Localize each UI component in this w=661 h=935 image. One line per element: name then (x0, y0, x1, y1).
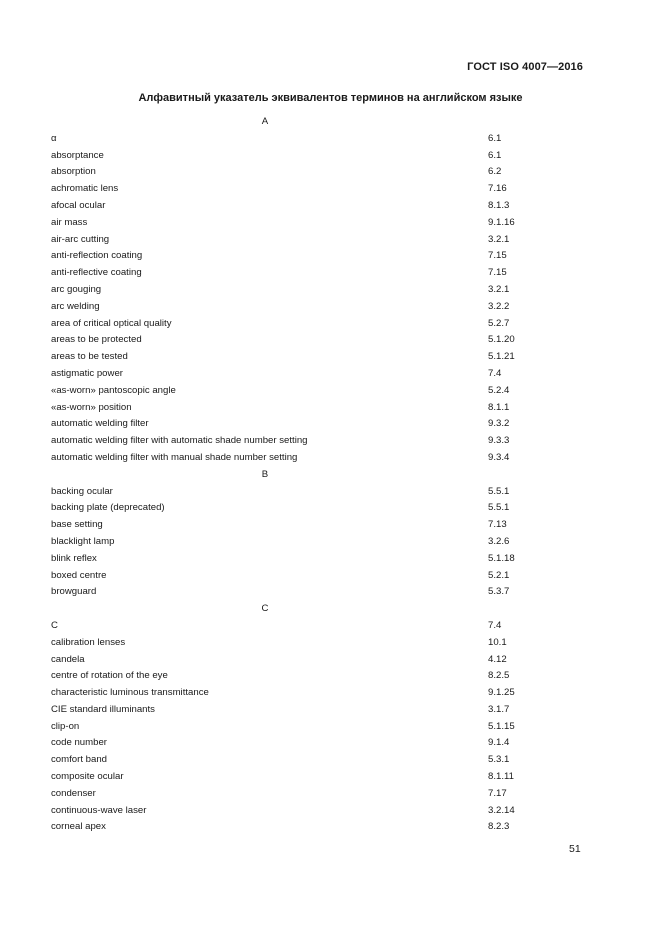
entry-reference: 8.1.3 (488, 199, 510, 211)
entry-reference: 8.2.3 (488, 821, 510, 833)
entry-term: automatic welding filter with manual shade number setting (51, 451, 298, 463)
entry-reference: 10.1 (488, 636, 507, 648)
entry-term: C (51, 619, 58, 631)
index-entry (51, 618, 591, 635)
index-entry (51, 164, 591, 181)
entry-term: characteristic luminous transmittance (51, 687, 209, 699)
alphabetical-index (51, 114, 591, 836)
section-letter: C (261, 603, 269, 615)
entry-term: CIE standard illuminants (51, 703, 155, 715)
entry-reference: 5.3.1 (488, 754, 510, 766)
entry-reference: 8.2.5 (488, 670, 510, 682)
index-entry (51, 568, 591, 585)
entry-term: air-arc cutting (51, 233, 110, 245)
entry-reference: 9.3.2 (488, 418, 510, 430)
index-title: Алфавитный указатель эквивалентов терминов на английском языке (138, 92, 523, 104)
index-entry (51, 517, 591, 534)
index-entry (51, 349, 591, 366)
entry-reference: 3.2.1 (488, 283, 510, 295)
entry-term: base setting (51, 519, 103, 531)
entry-term: clip-on (51, 720, 80, 732)
entry-reference: 5.5.1 (488, 485, 510, 497)
entry-term: absorptance (51, 149, 104, 161)
entry-reference: 6.2 (488, 166, 502, 178)
entry-term: automatic welding filter with automatic shade number setting (51, 435, 308, 447)
entry-term: backing ocular (51, 485, 113, 497)
index-entry (51, 534, 591, 551)
index-entry (51, 819, 591, 836)
section-letter: B (261, 468, 269, 480)
entry-reference: 3.2.2 (488, 300, 510, 312)
index-entry (51, 719, 591, 736)
entry-reference: 5.2.4 (488, 384, 510, 396)
index-entry (51, 316, 591, 333)
entry-term: areas to be tested (51, 351, 128, 363)
entry-term: blacklight lamp (51, 535, 115, 547)
entry-reference: 7.15 (488, 267, 507, 279)
index-entry (51, 148, 591, 165)
entry-reference: 5.1.18 (488, 552, 515, 564)
entry-term: air mass (51, 216, 88, 228)
entry-term: achromatic lens (51, 183, 119, 195)
index-entry (51, 366, 591, 383)
entry-term: condenser (51, 787, 96, 799)
entry-reference: 3.2.6 (488, 535, 510, 547)
entry-term: afocal ocular (51, 199, 106, 211)
entry-reference: 8.1.11 (488, 771, 514, 783)
entry-term: automatic welding filter (51, 418, 149, 430)
entry-reference: 5.1.21 (488, 351, 515, 363)
index-entry (51, 735, 591, 752)
index-entry (51, 400, 591, 417)
entry-term: continuous-wave laser (51, 804, 147, 816)
entry-reference: 7.4 (488, 367, 502, 379)
index-entry (51, 299, 591, 316)
entry-reference: 7.17 (488, 787, 507, 799)
entry-reference: 3.2.14 (488, 804, 515, 816)
index-entry (51, 215, 591, 232)
index-entry (51, 668, 591, 685)
page-number: 51 (569, 843, 581, 855)
entry-term: corneal apex (51, 821, 106, 833)
entry-term: anti-reflective coating (51, 267, 142, 279)
entry-term: areas to be protected (51, 334, 142, 346)
entry-term: area of critical optical quality (51, 317, 172, 329)
index-entry (51, 131, 591, 148)
index-entry (51, 500, 591, 517)
entry-term: α (51, 132, 57, 144)
index-entry (51, 282, 591, 299)
section-letter: A (261, 116, 269, 127)
index-entry (51, 198, 591, 215)
entry-term: boxed centre (51, 569, 107, 581)
entry-term: anti-reflection coating (51, 250, 143, 262)
entry-reference: 5.5.1 (488, 502, 510, 514)
entry-reference: 7.13 (488, 519, 507, 531)
entry-term: calibration lenses (51, 636, 126, 648)
entry-reference: 7.16 (488, 183, 507, 195)
index-entry (51, 383, 591, 400)
index-entry (51, 265, 591, 282)
entry-reference: 3.1.7 (488, 703, 510, 715)
index-entry (51, 551, 591, 568)
entry-reference: 5.2.7 (488, 317, 510, 329)
entry-term: composite ocular (51, 771, 124, 783)
entry-term: astigmatic power (51, 367, 123, 379)
entry-term: backing plate (deprecated) (51, 502, 165, 514)
entry-term: candela (51, 653, 85, 665)
index-entry (51, 248, 591, 265)
index-entry (51, 584, 591, 601)
index-entry (51, 416, 591, 433)
entry-reference: 9.1.25 (488, 687, 515, 699)
entry-reference: 8.1.1 (488, 401, 510, 413)
entry-reference: 5.1.15 (488, 720, 515, 732)
entry-reference: 5.1.20 (488, 334, 515, 346)
entry-reference: 4.12 (488, 653, 507, 665)
entry-term: «as-worn» pantoscopic angle (51, 384, 176, 396)
index-entry (51, 450, 591, 467)
entry-term: comfort band (51, 754, 107, 766)
index-entry (51, 685, 591, 702)
entry-reference: 9.1.4 (488, 737, 510, 749)
index-entry (51, 332, 591, 349)
entry-term: absorption (51, 166, 96, 178)
entry-term: centre of rotation of the eye (51, 670, 168, 682)
entry-term: browguard (51, 586, 97, 598)
index-entry (51, 433, 591, 450)
entry-reference: 3.2.1 (488, 233, 510, 245)
entry-reference: 6.1 (488, 132, 502, 144)
entry-term: «as-worn» position (51, 401, 132, 413)
entry-reference: 6.1 (488, 149, 502, 161)
entry-reference: 7.15 (488, 250, 507, 262)
entry-reference: 9.3.3 (488, 435, 510, 447)
entry-reference: 5.2.1 (488, 569, 510, 581)
index-entry (51, 702, 591, 719)
entry-reference: 5.3.7 (488, 586, 510, 598)
index-entry (51, 181, 591, 198)
index-entry (51, 803, 591, 820)
entry-term: arc gouging (51, 283, 102, 295)
index-entry (51, 484, 591, 501)
index-entry (51, 652, 591, 669)
entry-reference: 9.1.16 (488, 216, 515, 228)
standard-header: ГОСТ ISO 4007—2016 (467, 61, 583, 73)
index-entry (51, 769, 591, 786)
index-entry (51, 635, 591, 652)
index-entry (51, 232, 591, 249)
index-entry (51, 752, 591, 769)
entry-reference: 9.3.4 (488, 451, 510, 463)
entry-term: code number (51, 737, 107, 749)
entry-reference: 7.4 (488, 619, 502, 631)
index-entry (51, 786, 591, 803)
entry-term: arc welding (51, 300, 100, 312)
entry-term: blink reflex (51, 552, 97, 564)
